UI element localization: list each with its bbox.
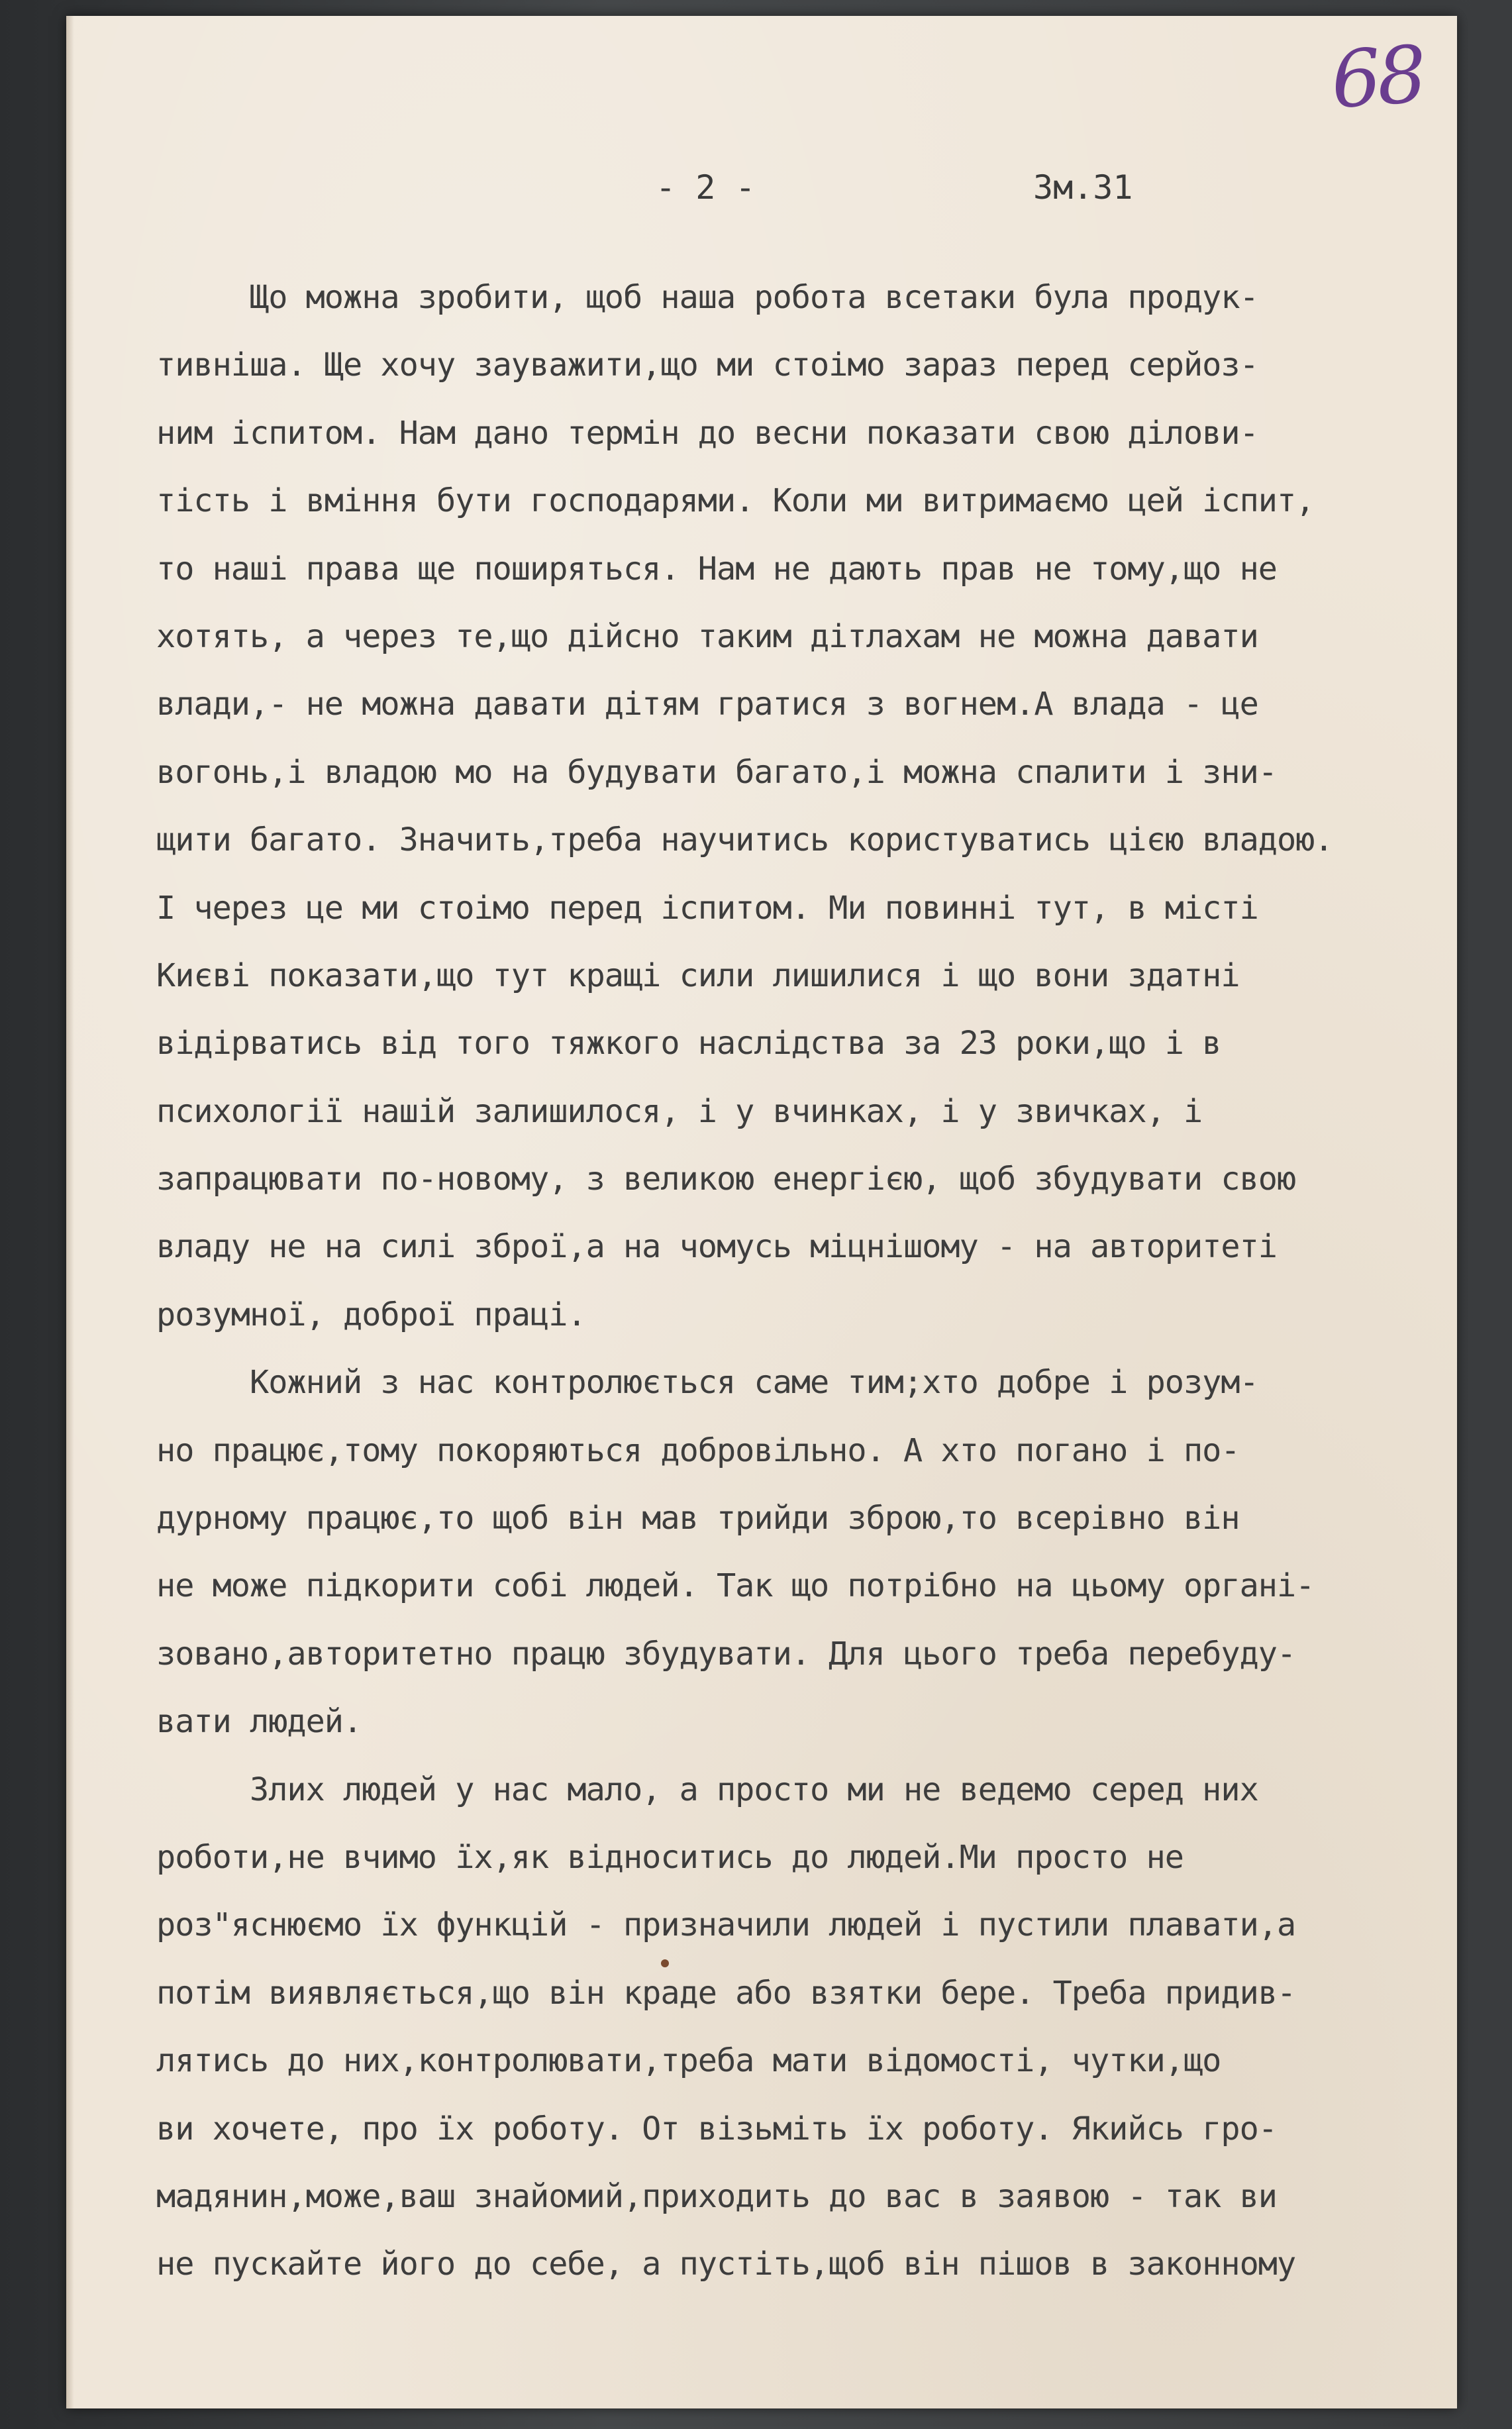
text-line: хотять, а через те,що дійсно таким дітлахам не можна давати [156,617,1258,655]
paragraph-2 [156,1349,1428,1755]
page-edge-shadow [66,16,74,2408]
text-line: вати людей. [156,1703,362,1741]
text-line: тивніша. Ще хочу зауважити,що ми стоімо зараз перед серйоз- [156,346,1258,384]
text-line: дурному працює,то щоб він мав трийди зброю,то всерівно він [156,1500,1240,1537]
text-line: відірватись від того тяжкого наслідства за 23 роки,що і в [156,1025,1221,1062]
ink-dot-mark [661,1959,669,1967]
text-line: владу не на силі зброї,а на чомусь міцнішому - на авторитеті [156,1228,1277,1266]
text-line: роботи,не вчимо їх,як відноситись до людей.Ми просто не [156,1838,1184,1876]
document-reference: Зм.31 [1033,168,1133,207]
text-line: лятись до них,контролювати,треба мати відомості, чутки,що [156,2042,1221,2080]
document-body [156,264,1428,2299]
text-line: розумної, доброї праці. [156,1296,586,1333]
text-line: запрацювати по-новому, з великою енергією, щоб збудувати свою [156,1161,1296,1198]
text-line: не може підкорити собі людей. Так що потрібно на цьому органі- [156,1567,1315,1605]
text-line: психології нашій залишилося, і у вчинках, і у звичках, і [156,1092,1203,1130]
page-number: - 2 - [656,168,756,207]
text-line: влади,- не можна давати дітям гратися з вогнем.А влада - це [156,686,1258,723]
text-line: то наші права ще поширяться. Нам не дають прав не тому,що не [156,550,1277,588]
page-header [0,158,1512,217]
text-line: потім виявляється,що він краде або взятки бере. Треба придив- [156,1974,1296,2012]
paragraph-1 [156,264,1428,1349]
text-line: ви хочете, про їх роботу. От візьміть їх роботу. Якийсь гро- [156,2110,1277,2147]
text-line: вогонь,і владою мо на будувати багато,і можна спалити і зни- [156,753,1277,791]
text-line: щити багато. Значить,треба научитись користуватись цією владою. [156,821,1333,859]
text-line: ним іспитом. Нам дано термін до весни показати свою ділови- [156,414,1258,452]
text-line: Києві показати,що тут кращі сили лишилися і що вони здатні [156,956,1240,994]
text-line: тість і вміння бути господарями. Коли ми витримаємо цей іспит, [156,482,1315,520]
text-line: І через це ми стоімо перед іспитом. Ми повинні тут, в місті [156,889,1258,927]
text-line: роз"яснюємо їх функцій - призначили людей і пустили плавати,а [156,1906,1296,1944]
text-line: не пускайте його до себе, а пустіть,щоб він пішов в законному [156,2246,1296,2283]
paragraph-3 [156,1756,1428,2299]
text-line: Що можна зробити, щоб наша робота всетаки була продук- [156,279,1258,316]
text-line: Злих людей у нас мало, а просто ми не ведемо серед них [156,1771,1258,1808]
text-line: но працює,тому покоряються добровільно. А хто погано і по- [156,1431,1240,1469]
text-line: зовано,авторитетно працю збудувати. Для цього треба перебуду- [156,1635,1296,1673]
archive-folio-number: 68 [1328,28,1426,127]
text-line: мадянин,може,ваш знайомий,приходить до вас в заявою - так ви [156,2177,1277,2215]
text-line: Кожний з нас контролюється саме тим;хто добре і розум- [156,1364,1258,1402]
